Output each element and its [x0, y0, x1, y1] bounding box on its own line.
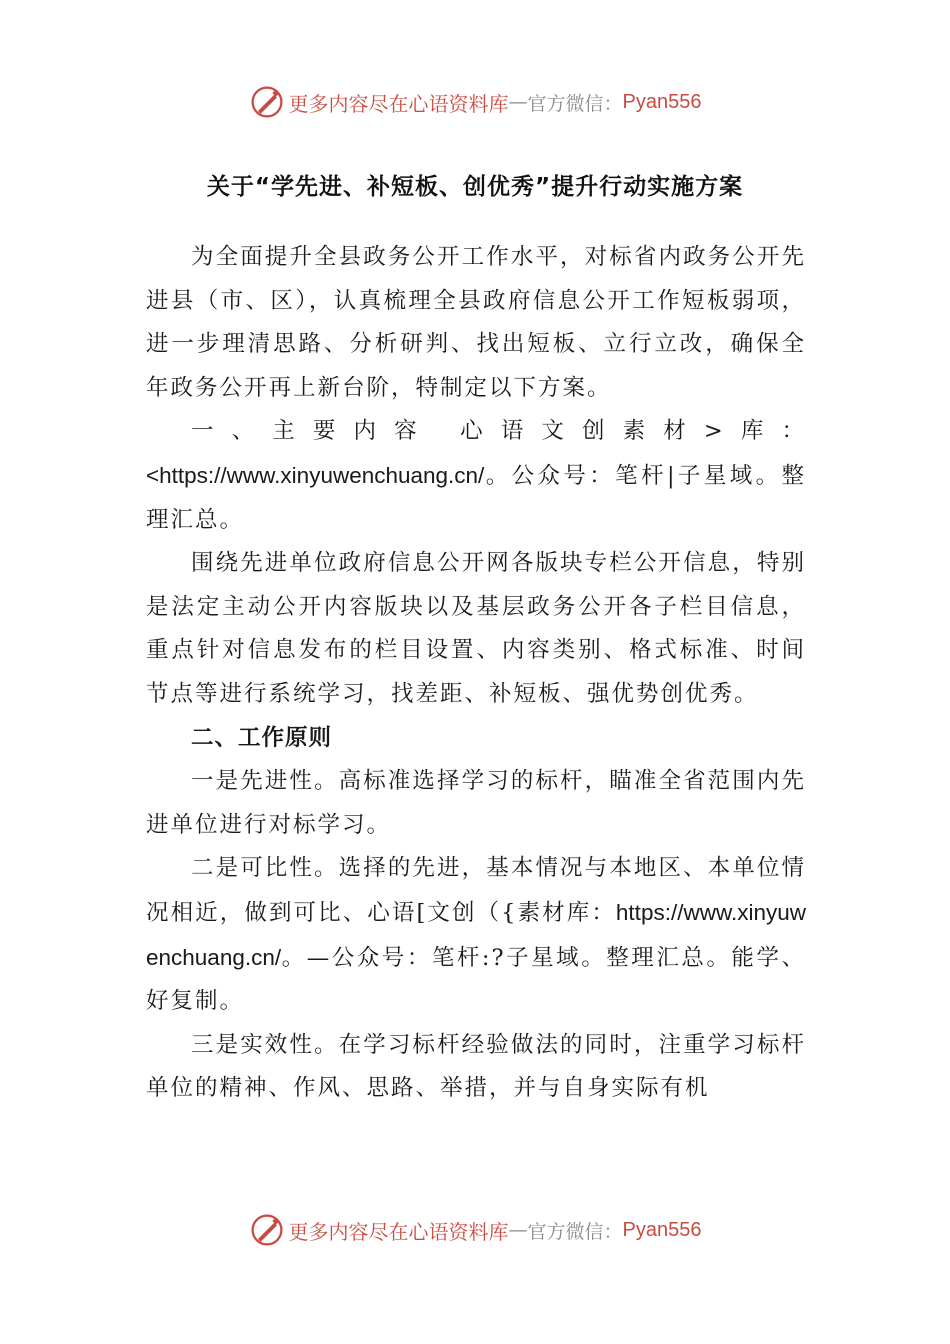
- banner-dash: —: [508, 1219, 528, 1241]
- principle-2-text-a: 二是可比性。选择的先进，基本情况与本地区、本单位情况相近，做到可比、心语[文创（{素材库：: [146, 855, 806, 926]
- banner-text: 更多内容尽在心语资料库: [288, 1219, 509, 1244]
- intro-paragraph: 为全面提升全县政务公开工作水平，对标省内政务公开先进县（市、区），认真梳理全县政府信息公开工作短板弱项，进一步理清思路、分析研判、找出短板、立行立改，确保全年政务公开再上新台阶，特制定以下方案。: [146, 244, 806, 401]
- principle-2-url: https://www.xinyuwenchuang.cn/: [146, 899, 806, 970]
- section1-paragraph: [146, 410, 806, 542]
- principle-2-text-b: 。—公众号：笔杆:?子星域。整理汇总。能学、好复制。: [146, 944, 806, 1015]
- document-title: 关于“学先进、补短板、创优秀”提升行动实施方案: [206, 174, 744, 200]
- principle-1-paragraph: 一是先进性。高标准选择学习的标杆，瞄准全省范围内先进单位进行对标学习。: [146, 768, 806, 838]
- document-body: [146, 236, 806, 1111]
- footer-banner: [0, 1210, 950, 1250]
- pen-logo-icon: [249, 84, 285, 120]
- section1-url: <https://www.xinyuwenchuang.cn/: [146, 462, 485, 488]
- banner-wechat-label: 官方微信：: [527, 1220, 623, 1243]
- banner-wechat-id: Pyan556: [622, 90, 702, 113]
- principle-3-paragraph: 三是实效性。在学习标杆经验做法的同时，注重学习标杆单位的精神、作风、思路、举措，并与自身实际有机: [146, 1031, 806, 1102]
- section1-tail: 。公众号：笔杆|子星域。整理汇总。: [146, 462, 806, 533]
- banner-dash: —: [508, 91, 528, 113]
- banner-wechat-id: Pyan556: [622, 1218, 702, 1241]
- section2-heading: 二、工作原则: [191, 724, 333, 751]
- section1-heading-line: 一、主要内容 心语文创素材>库：: [191, 418, 806, 445]
- section1-body-paragraph: 围绕先进单位政府信息公开网各版块专栏公开信息，特别是法定主动公开内容版块以及基层政务公开各子栏目信息，重点针对信息发布的栏目设置、内容类别、格式标准、时间节点等进行系统学习，找差距、补短板、强优势创优秀。: [146, 550, 806, 707]
- header-banner: [0, 82, 950, 122]
- pen-logo-icon: [249, 1212, 285, 1248]
- principle-2-paragraph: [146, 847, 806, 1023]
- banner-wechat-label: 官方微信：: [527, 92, 623, 115]
- banner-text: 更多内容尽在心语资料库: [288, 91, 509, 116]
